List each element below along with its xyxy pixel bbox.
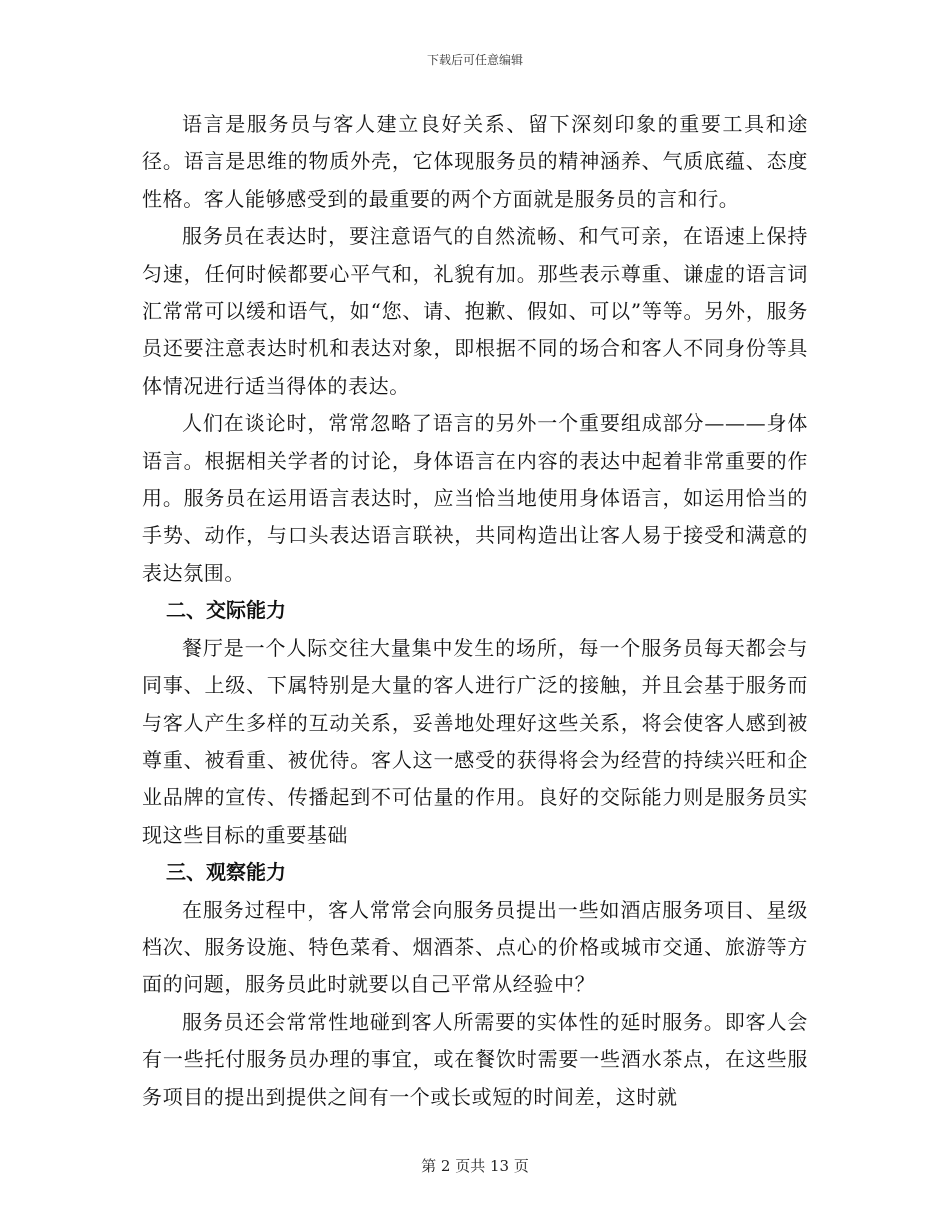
paragraph-expression-tone: 服务员在表达时，要注意语气的自然流畅、和气可亲，在语速上保持匀速，任何时候都要心平气和，礼貌有加。那些表示尊重、谦虚的语言词汇常常可以缓和语气，如“您、请、抱歉、假如、可以”等等。另外，服务员还要注意表达时机和表达对象，即根据不同的场合和客人不同身份等具体情况进行适当得体的表达。 — [142, 224, 808, 398]
paragraph-body-language: 人们在谈论时，常常忽略了语言的另外一个重要组成部分———身体语言。根据相关学者的讨论，身体语言在内容的表达中起着非常重要的作用。服务员在运用语言表达时，应当恰当地使用身体语言，如运用恰当的手势、动作，与口头表达语言联袂，共同构造出让客人易于接受和满意的表达氛围。 — [142, 411, 808, 585]
section-heading-observation: 三、观察能力 — [166, 860, 286, 885]
section-heading-communication: 二、交际能力 — [166, 598, 286, 623]
page-footer: 第 2 页共 13 页 — [421, 1157, 529, 1175]
paragraph-language-tool: 语言是服务员与客人建立良好关系、留下深刻印象的重要工具和途径。语言是思维的物质外壳，它体现服务员的精神涵养、气质底蕴、态度性格。客人能够感受到的最重要的两个方面就是服务员的言和行。 — [142, 112, 808, 211]
page-header: 下载后可任意编辑 — [426, 53, 523, 67]
paragraph-observation: 在服务过程中，客人常常会向服务员提出一些如酒店服务项目、星级档次、服务设施、特色菜肴、烟酒茶、点心的价格或城市交通、旅游等方面的问题，服务员此时就要以自己平常从经验中？ — [142, 897, 808, 997]
paragraph-delayed-service: 服务员还会常常性地碰到客人所需要的实体性的延时服务。即客人会有一些托付服务员办理的事宜，或在餐饮时需要一些酒水茶点，在这些服务项目的提出到提供之间有一个或长或短的时间差，这时就 — [142, 1009, 808, 1109]
document-body — [142, 106, 808, 1116]
paragraph-communication: 餐厅是一个人际交往大量集中发生的场所，每一个服务员每天都会与同事、上级、下属特别是大量的客人进行广泛的接触，并且会基于服务而与客人产生多样的互动关系，妥善地处理好这些关系，将会使客人感到被尊重、被看重、被优待。客人这一感受的获得将会为经营的持续兴旺和企业品牌的宣传、传播起到不可估量的作用。良好的交际能力则是服务员实现这些目标的重要基础 — [142, 635, 808, 847]
